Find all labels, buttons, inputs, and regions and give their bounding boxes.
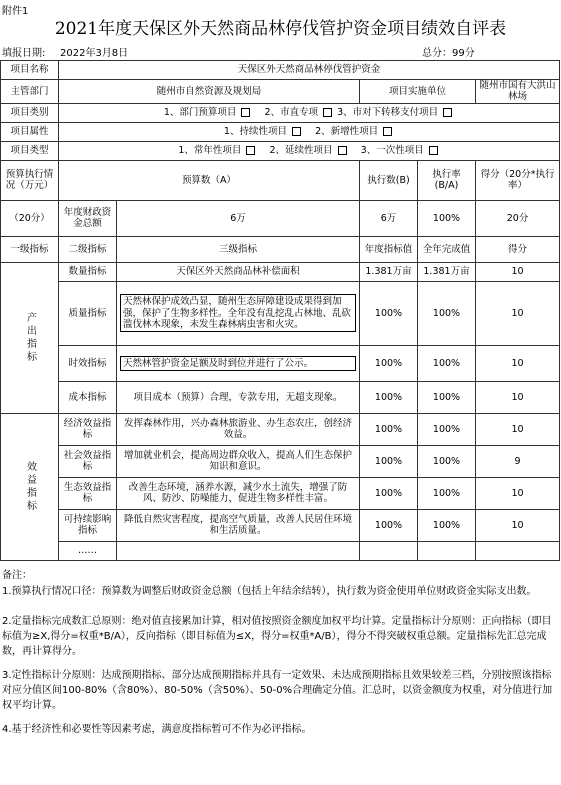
desc-text: 天然林管护资金足额及时到位并进行了公示。 bbox=[120, 356, 356, 371]
level2-header: 二级指标 bbox=[59, 236, 117, 262]
benefit-group-label: 效益指标 bbox=[1, 413, 59, 560]
attr-option-1: 1、持续性项目 bbox=[223, 126, 287, 138]
project-name-label: 项目名称 bbox=[1, 61, 59, 80]
notes-title: 备注： bbox=[2, 570, 32, 581]
note-1: 1.预算执行情况口径：预算数为调整后财政资金总额（包括上年结余结转），执行数为资金使用单位财政资金实际支出数。 bbox=[2, 586, 537, 597]
table-row bbox=[1, 541, 560, 560]
budget-row-label: 预算执行情况（万元） bbox=[1, 160, 59, 200]
target-cell: 100% bbox=[360, 445, 418, 477]
attr-option-2: 2、新增性项目 bbox=[315, 126, 379, 138]
table-row bbox=[1, 477, 560, 509]
desc-cell: 降低自然灾害程度，提高空气质量，改善人民居住环境和生活质量。 bbox=[117, 509, 360, 541]
type-option-3: 3、一次性项目 bbox=[360, 145, 424, 157]
score-header: 得分（20分*执行率） bbox=[476, 160, 560, 200]
desc-cell bbox=[117, 281, 360, 345]
target-cell: 100% bbox=[360, 413, 418, 445]
row-budget-header bbox=[1, 160, 560, 200]
impl-value: 随州市国有大洪山林场 bbox=[476, 80, 560, 104]
checkbox-icon[interactable] bbox=[429, 146, 438, 155]
desc-cell: 改善生态环境，涵养水源，减少水土流失，增强了防风、防沙、防噪能力，促进生物多样性丰富。 bbox=[117, 477, 360, 509]
actual-cell: 100% bbox=[418, 445, 476, 477]
dept-value: 随州市自然资源及规划局 bbox=[59, 80, 360, 104]
level2-cell: 成本指标 bbox=[59, 381, 117, 413]
note-3: 3.定性指标计分原则：达成预期指标、部分达成预期指标并具有一定效果、未达成预期指标且效果较差三档，分别按照该指标对应分值区间100-80%（含80%）、80-50%（含50%）、50-0%合理确定分值。汇总时，以资金额度为权重，对分值进行加权平均计算。 bbox=[2, 670, 553, 711]
checkbox-icon[interactable] bbox=[292, 127, 301, 136]
desc-cell bbox=[117, 345, 360, 381]
fill-date: 2022年3月8日 bbox=[60, 48, 129, 59]
table-row bbox=[1, 413, 560, 445]
type-option-1: 1、常年性项目 bbox=[178, 145, 242, 157]
score-cell: 9 bbox=[476, 445, 560, 477]
target-cell: 100% bbox=[360, 281, 418, 345]
row-attribute bbox=[1, 122, 560, 141]
level2-cell: 质量指标 bbox=[59, 281, 117, 345]
actual-cell: 100% bbox=[418, 345, 476, 381]
score-col-header: 得分 bbox=[476, 236, 560, 262]
score-cell: 10 bbox=[476, 345, 560, 381]
type-options bbox=[59, 141, 560, 160]
actual-cell: 1.381万亩 bbox=[418, 262, 476, 281]
output-group-label: 产出指标 bbox=[1, 262, 59, 413]
page-title: 2021年度天保区外天然商品林停伐管护资金项目绩效自评表 bbox=[54, 19, 507, 39]
table-row bbox=[1, 509, 560, 541]
category-option-2: 2、市直专项 bbox=[264, 107, 319, 119]
row-department bbox=[1, 80, 560, 104]
attr-options bbox=[59, 122, 560, 141]
row-budget-values bbox=[1, 200, 560, 236]
table-row bbox=[1, 281, 560, 345]
desc-cell: 天保区外天然商品林补偿面积 bbox=[117, 262, 360, 281]
level2-cell: 可持续影响指标 bbox=[59, 509, 117, 541]
attachment-label: 附件1 bbox=[2, 6, 29, 17]
checkbox-icon[interactable] bbox=[241, 108, 250, 117]
score-cell: 10 bbox=[476, 262, 560, 281]
target-cell: 100% bbox=[360, 477, 418, 509]
score-cell: 10 bbox=[476, 509, 560, 541]
fund-label: 年度财政资金总额 bbox=[59, 200, 117, 236]
score-cell: 10 bbox=[476, 477, 560, 509]
table-row bbox=[1, 445, 560, 477]
empty-cell bbox=[360, 541, 418, 560]
actual-cell: 100% bbox=[418, 381, 476, 413]
rate-value: 100% bbox=[418, 200, 476, 236]
actual-cell: 100% bbox=[418, 281, 476, 345]
level2-cell: 社会效益指标 bbox=[59, 445, 117, 477]
level1-header: 一级指标 bbox=[1, 236, 59, 262]
row-project-name bbox=[1, 61, 560, 80]
table-row bbox=[1, 381, 560, 413]
target-cell: 100% bbox=[360, 381, 418, 413]
checkbox-icon[interactable] bbox=[323, 108, 332, 117]
desc-cell: 发挥森林作用，兴办森林旅游业、办生态农庄，创经济效益。 bbox=[117, 413, 360, 445]
table-row bbox=[1, 262, 560, 281]
type-option-2: 2、延续性项目 bbox=[269, 145, 333, 157]
score-cell: 10 bbox=[476, 413, 560, 445]
category-label: 项目类别 bbox=[1, 103, 59, 122]
actual-cell: 100% bbox=[418, 509, 476, 541]
row-category bbox=[1, 103, 560, 122]
category-option-3: 3、市对下转移支付项目 bbox=[337, 107, 439, 119]
exec-value: 6万 bbox=[360, 200, 418, 236]
target-cell: 1.381万亩 bbox=[360, 262, 418, 281]
table-row bbox=[1, 345, 560, 381]
row-type bbox=[1, 141, 560, 160]
level2-cell: 数量指标 bbox=[59, 262, 117, 281]
level2-cell: 时效指标 bbox=[59, 345, 117, 381]
checkbox-icon[interactable] bbox=[383, 127, 392, 136]
rate-header: 执行率(B/A) bbox=[418, 160, 476, 200]
project-name: 天保区外天然商品林停伐管护资金 bbox=[59, 61, 560, 80]
score-value: 20分 bbox=[476, 200, 560, 236]
attr-label: 项目属性 bbox=[1, 122, 59, 141]
level3-header: 三级指标 bbox=[117, 236, 360, 262]
budget-weight: （20分） bbox=[1, 200, 59, 236]
impl-label: 项目实施单位 bbox=[360, 80, 476, 104]
type-label: 项目类型 bbox=[1, 141, 59, 160]
actual-header: 全年完成值 bbox=[418, 236, 476, 262]
score-cell: 10 bbox=[476, 381, 560, 413]
note-4: 4.基于经济性和必要性等因素考虑，满意度指标暂可不作为必评指标。 bbox=[2, 724, 312, 735]
checkbox-icon[interactable] bbox=[246, 146, 255, 155]
dept-label: 主管部门 bbox=[1, 80, 59, 104]
checkbox-icon[interactable] bbox=[338, 146, 347, 155]
target-cell: 100% bbox=[360, 345, 418, 381]
desc-text: 天然林保护成效凸显，随州生态屏障建设成果得到加强，保护了生物多样性。全年没有乱挖乱占林地、乱砍滥伐林木现象，未发生森林病虫害和火灾。 bbox=[120, 294, 356, 332]
category-option-1: 1、部门预算项目 bbox=[163, 107, 237, 119]
fill-date-label: 填报日期: bbox=[2, 48, 46, 59]
exec-header: 执行数(B) bbox=[360, 160, 418, 200]
desc-cell: 增加就业机会，提高周边群众收入，提高人们生态保护知识和意识。 bbox=[117, 445, 360, 477]
category-options bbox=[59, 103, 560, 122]
row-indicator-header bbox=[1, 236, 560, 262]
target-header: 年度指标值 bbox=[360, 236, 418, 262]
note-2: 2.定量指标完成数汇总原则：绝对值直接累加计算，相对值按照资金额度加权平均计算。定量指标计分原则：正向指标（即目标值为≥X,得分=权重*B/A），反向指标（即目标值为≤X，得分=权重*A/B），得分不得突破权重总额。定量指标先汇总完成数，再计算得分。 bbox=[2, 616, 552, 657]
budget-header: 预算数（A） bbox=[59, 160, 360, 200]
actual-cell: 100% bbox=[418, 413, 476, 445]
target-cell: 100% bbox=[360, 509, 418, 541]
empty-cell bbox=[117, 541, 360, 560]
score-cell: 10 bbox=[476, 281, 560, 345]
budget-value: 6万 bbox=[117, 200, 360, 236]
ellipsis-cell: …… bbox=[59, 541, 117, 560]
total-score: 总分：99分 bbox=[422, 48, 475, 59]
actual-cell: 100% bbox=[418, 477, 476, 509]
empty-cell bbox=[476, 541, 560, 560]
evaluation-table bbox=[0, 60, 560, 561]
checkbox-icon[interactable] bbox=[443, 108, 452, 117]
desc-cell: 项目成本（预算）合理，专款专用，无超支现象。 bbox=[117, 381, 360, 413]
empty-cell bbox=[418, 541, 476, 560]
level2-cell: 生态效益指标 bbox=[59, 477, 117, 509]
level2-cell: 经济效益指标 bbox=[59, 413, 117, 445]
